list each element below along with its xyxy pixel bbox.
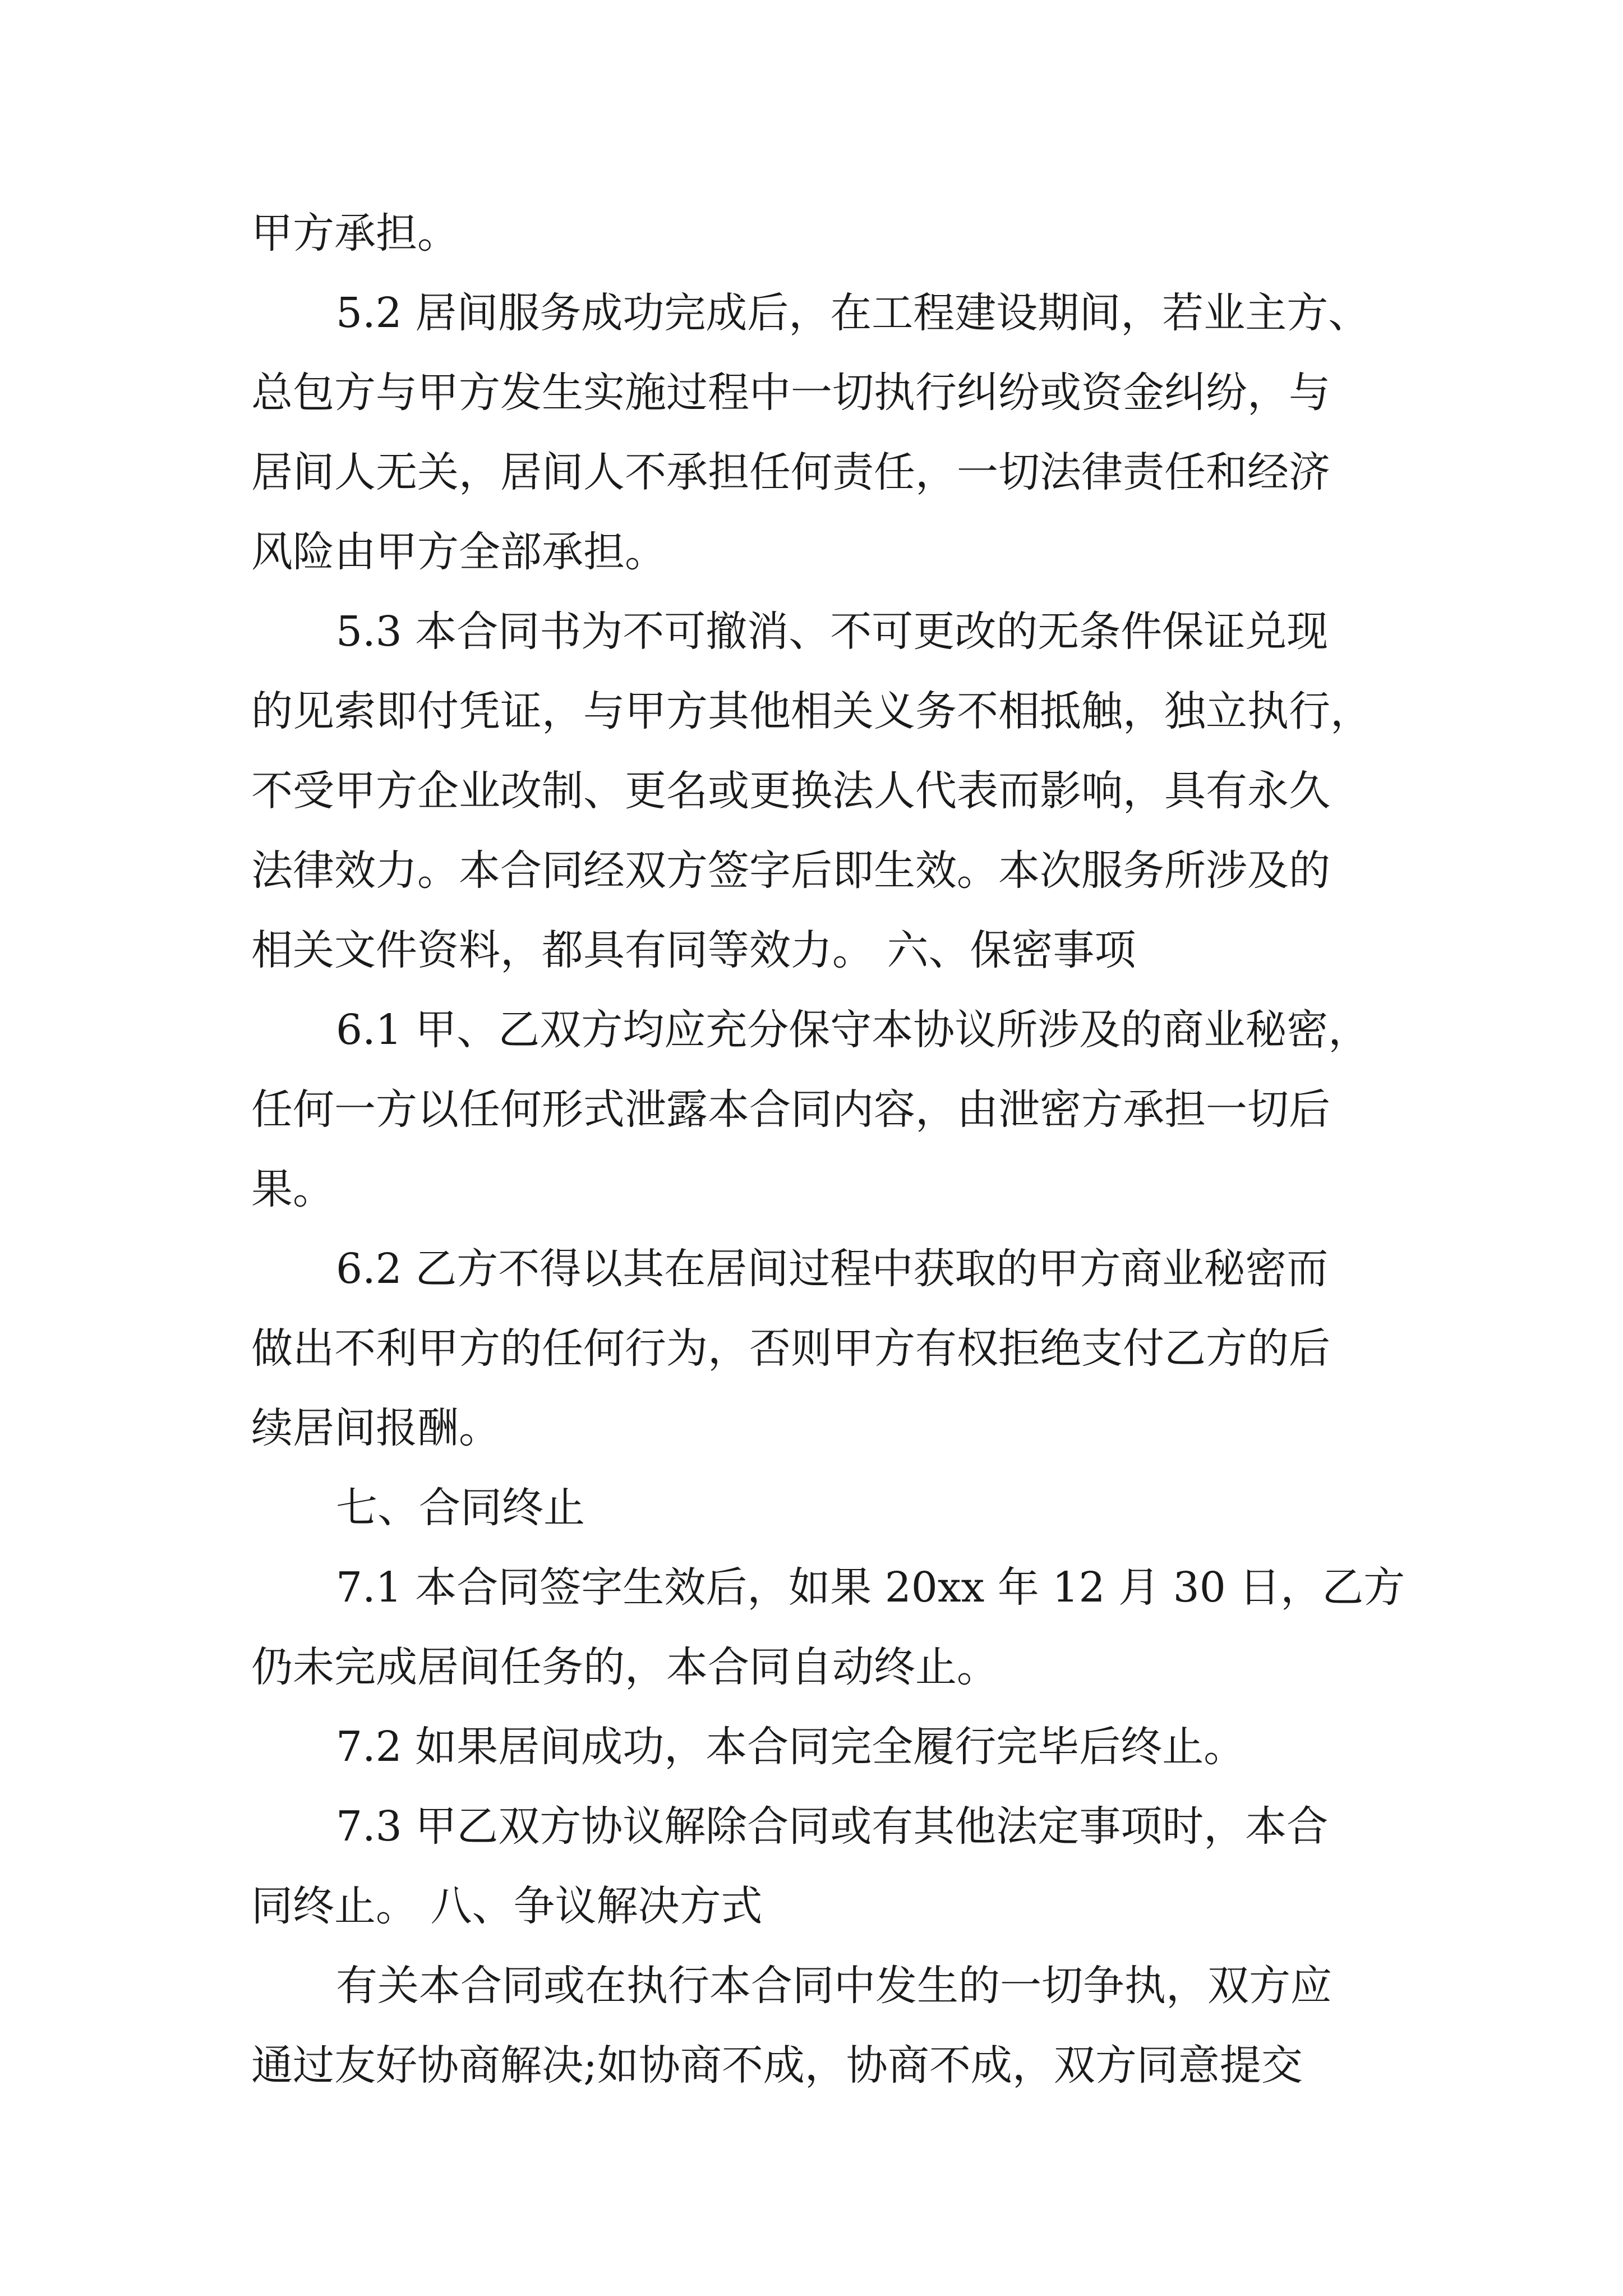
clause-7-1-start: 7.1 本合同签字生效后，如果 20xx 年 12 月 30 日，乙方 <box>336 1563 1405 1612</box>
text-line: 仍未完成居间任务的，本合同自动终止。 <box>251 1643 998 1691</box>
text-line: 不受甲方企业改制、更名或更换法人代表而影响，具有永久 <box>251 767 1330 815</box>
text-line: 居间人无关，居间人不承担任何责任，一切法律责任和经济 <box>251 448 1330 496</box>
clause-5-2-start: 5.2 居间服务成功完成后，在工程建设期间，若业主方、 <box>336 289 1370 337</box>
clause-5-3-start: 5.3 本合同书为不可撤消、不可更改的无条件保证兑现 <box>336 608 1329 656</box>
text-line: 续居间报酬。 <box>251 1404 500 1452</box>
text-line: 做出不利甲方的任何行为，否则甲方有权拒绝支付乙方的后 <box>251 1324 1330 1373</box>
clause-6-1-start: 6.1 甲、乙双方均应充分保守本协议所涉及的商业秘密， <box>336 1006 1370 1054</box>
section-8-heading-line: 同终止。 八、争议解决方式 <box>251 1882 763 1930</box>
text-line: 任何一方以任何形式泄露本合同内容，由泄密方承担一切后 <box>251 1085 1330 1134</box>
text-line: 风险由甲方全部承担。 <box>251 528 666 576</box>
clause-6-2-start: 6.2 乙方不得以其在居间过程中获取的甲方商业秘密而 <box>336 1245 1329 1293</box>
text-line: 果。 <box>251 1165 334 1213</box>
text-line: 法律效力。本合同经双方签字后即生效。本次服务所涉及的 <box>251 846 1330 895</box>
text-line: 甲方承担。 <box>251 209 459 257</box>
text-line: 的见索即付凭证，与甲方其他相关义务不相抵触，独立执行， <box>251 687 1372 735</box>
clause-7-2: 7.2 如果居间成功，本合同完全履行完毕后终止。 <box>336 1723 1246 1771</box>
section-6-heading-line: 相关文件资料，都具有同等效力。 六、保密事项 <box>251 926 1136 974</box>
section-7-heading: 七、合同终止 <box>336 1484 585 1532</box>
dispute-paragraph-start: 有关本合同或在执行本合同中发生的一切争执，双方应 <box>336 1962 1332 2010</box>
text-line: 通过友好协商解决;如协商不成，协商不成，双方同意提交 <box>251 2041 1303 2090</box>
clause-7-3-start: 7.3 甲乙双方协议解除合同或有其他法定事项时，本合 <box>336 1802 1329 1851</box>
text-line: 总包方与甲方发生实施过程中一切执行纠纷或资金纠纷，与 <box>251 369 1330 417</box>
